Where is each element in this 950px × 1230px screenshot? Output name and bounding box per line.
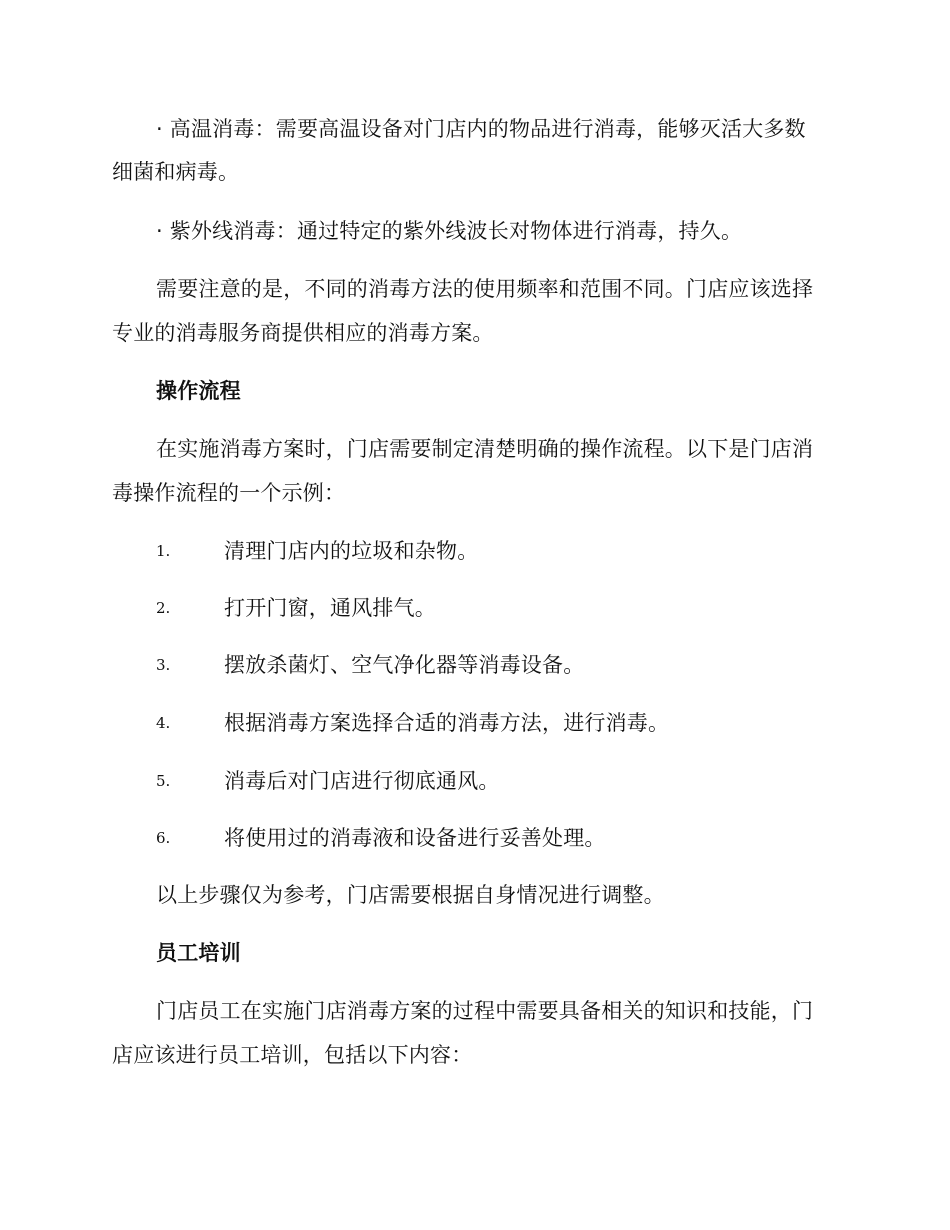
step-text: 将使用过的消毒液和设备进行妥善处理。 <box>224 826 606 850</box>
step-number: 3. <box>156 656 171 674</box>
note-line1: 需要注意的是，不同的消毒方法的使用频率和范围不同。门店应该选择 <box>156 277 814 301</box>
step-text: 消毒后对门店进行彻底通风。 <box>224 769 500 793</box>
step-text: 摆放杀菌灯、空气净化器等消毒设备。 <box>224 653 585 677</box>
step-number: 1. <box>156 542 171 560</box>
step-text: 打开门窗，通风排气。 <box>224 596 436 620</box>
operation-intro-line1: 在实施消毒方案时，门店需要制定清楚明确的操作流程。以下是门店消 <box>156 437 814 461</box>
step-text: 清理门店内的垃圾和杂物。 <box>224 539 479 563</box>
step-number: 2. <box>156 599 171 617</box>
bullet-high-temp-line1: · 高温消毒：需要高温设备对门店内的物品进行消毒，能够灭活大多数 <box>156 117 806 141</box>
step-number: 6. <box>156 829 171 847</box>
note-line2: 专业的消毒服务商提供相应的消毒方案。 <box>112 321 494 345</box>
heading-training: 员工培训 <box>156 941 241 965</box>
operation-intro-line2: 毒操作流程的一个示例： <box>112 481 346 505</box>
training-intro-line2: 店应该进行员工培训，包括以下内容： <box>112 1043 473 1067</box>
step-text: 根据消毒方案选择合适的消毒方法，进行消毒。 <box>224 711 670 735</box>
heading-operation: 操作流程 <box>156 379 241 403</box>
step-number: 5. <box>156 772 171 790</box>
bullet-uv: · 紫外线消毒：通过特定的紫外线波长对物体进行消毒，持久。 <box>156 219 743 243</box>
step-number: 4. <box>156 714 171 732</box>
training-intro-line1: 门店员工在实施门店消毒方案的过程中需要具备相关的知识和技能，门 <box>156 999 814 1023</box>
operation-closing: 以上步骤仅为参考，门店需要根据自身情况进行调整。 <box>156 883 665 907</box>
bullet-high-temp-line2: 细菌和病毒。 <box>112 160 240 184</box>
